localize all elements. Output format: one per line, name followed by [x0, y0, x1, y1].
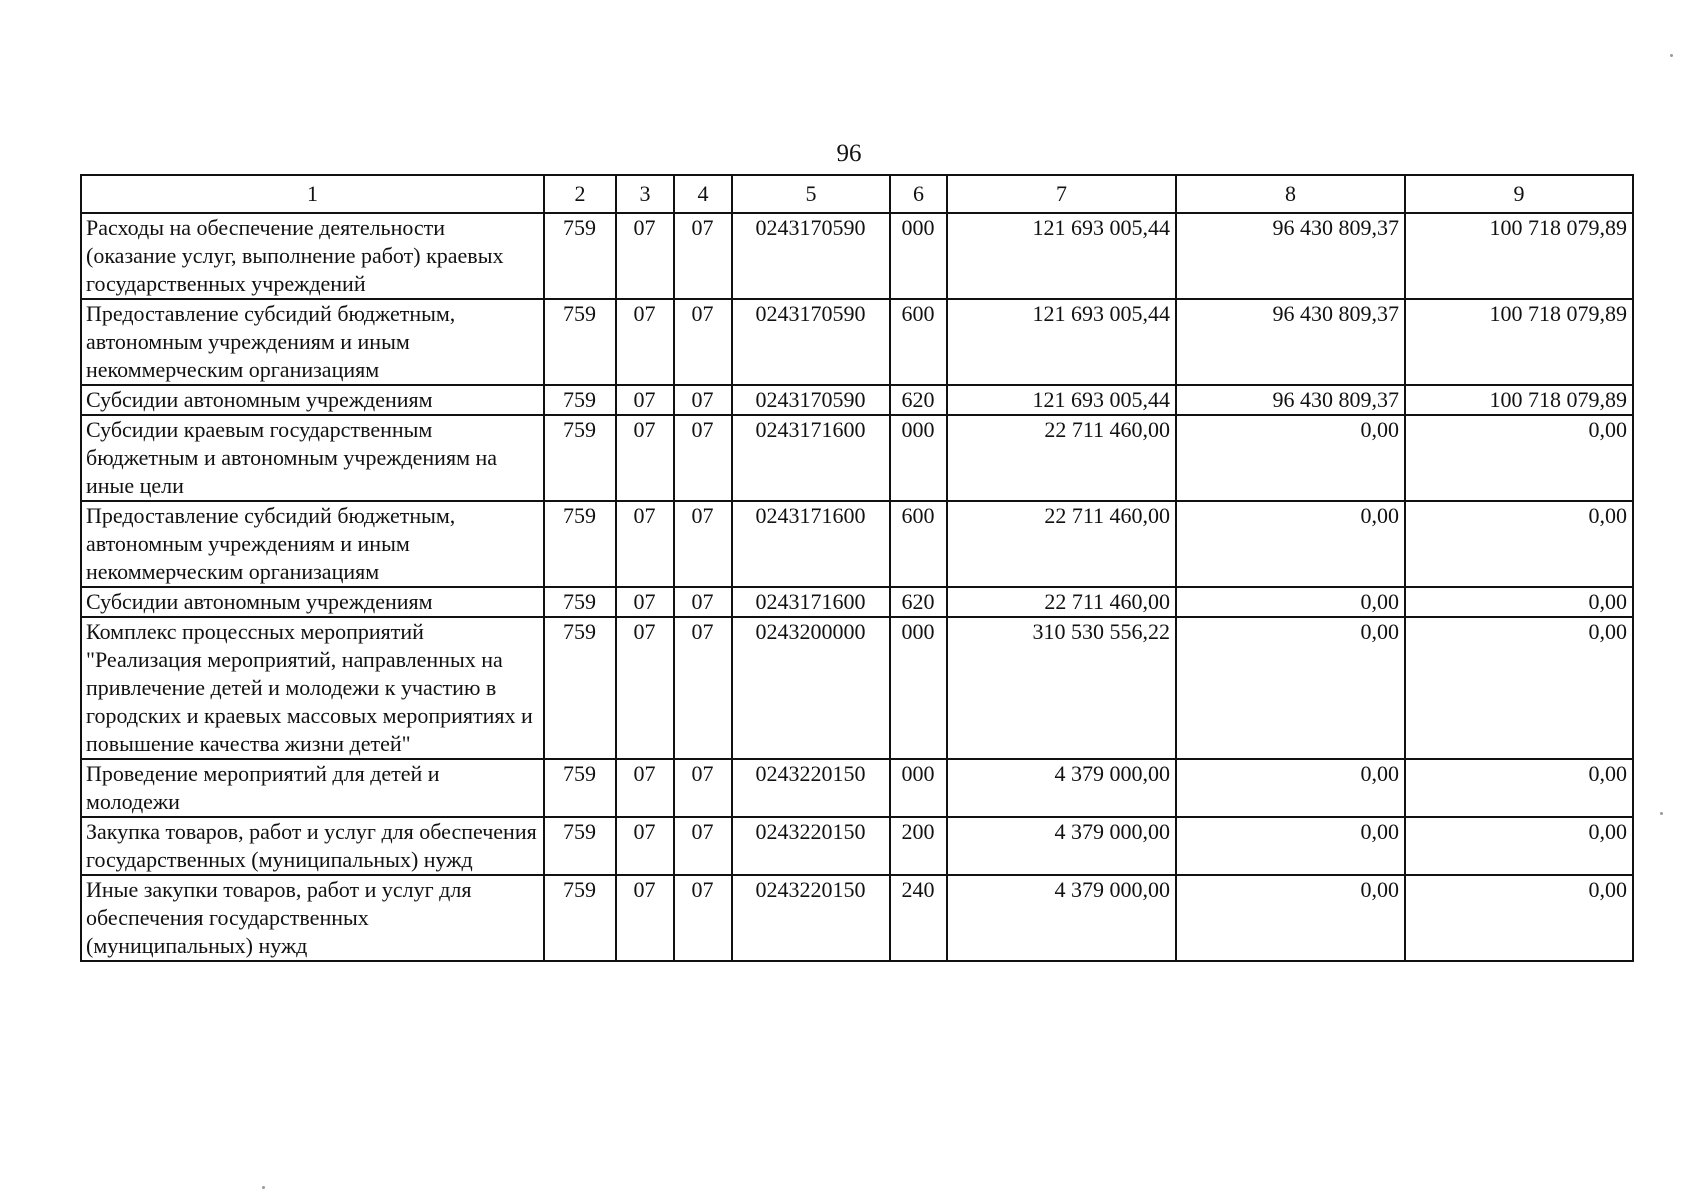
- expense-type-code: 620: [890, 385, 947, 415]
- scan-speck: [262, 1186, 265, 1189]
- section-code: 07: [616, 213, 674, 299]
- header-cell-6: 6: [890, 175, 947, 213]
- header-cell-9: 9: [1405, 175, 1633, 213]
- header-cell-3: 3: [616, 175, 674, 213]
- section-code: 07: [616, 817, 674, 875]
- header-cell-8: 8: [1176, 175, 1405, 213]
- subsection-code: 07: [674, 299, 732, 385]
- target-article-code: 0243170590: [732, 385, 890, 415]
- expense-type-code: 620: [890, 587, 947, 617]
- amount-col9: 0,00: [1405, 587, 1633, 617]
- amount-col7: 22 711 460,00: [947, 587, 1176, 617]
- amount-col8: 0,00: [1176, 817, 1405, 875]
- amount-col8: 96 430 809,37: [1176, 213, 1405, 299]
- ministry-code: 759: [544, 501, 616, 587]
- target-article-code: 0243200000: [732, 617, 890, 759]
- ministry-code: 759: [544, 415, 616, 501]
- expense-name: Комплекс процессных мероприятий "Реализация мероприятий, направленных на привлечение детей и молодежи к участию в городских и краевых массовых мероприятиях и повышение качества жизни детей": [81, 617, 544, 759]
- target-article-code: 0243171600: [732, 501, 890, 587]
- amount-col9: 0,00: [1405, 501, 1633, 587]
- subsection-code: 07: [674, 385, 732, 415]
- expense-type-code: 000: [890, 415, 947, 501]
- amount-col9: 0,00: [1405, 875, 1633, 961]
- table-row: [81, 759, 1633, 817]
- target-article-code: 0243220150: [732, 875, 890, 961]
- target-article-code: 0243170590: [732, 213, 890, 299]
- header-row: [81, 175, 1633, 213]
- expense-type-code: 000: [890, 213, 947, 299]
- section-code: 07: [616, 385, 674, 415]
- target-article-code: 0243170590: [732, 299, 890, 385]
- section-code: 07: [616, 759, 674, 817]
- expense-name: Субсидии краевым государственным бюджетным и автономным учреждениям на иные цели: [81, 415, 544, 501]
- scan-speck: [1660, 812, 1663, 815]
- table-row: [81, 415, 1633, 501]
- target-article-code: 0243171600: [732, 587, 890, 617]
- ministry-code: 759: [544, 385, 616, 415]
- ministry-code: 759: [544, 587, 616, 617]
- header-cell-2: 2: [544, 175, 616, 213]
- ministry-code: 759: [544, 617, 616, 759]
- subsection-code: 07: [674, 587, 732, 617]
- subsection-code: 07: [674, 875, 732, 961]
- table-row: [81, 501, 1633, 587]
- expense-type-code: 240: [890, 875, 947, 961]
- table-row: [81, 587, 1633, 617]
- subsection-code: 07: [674, 617, 732, 759]
- section-code: 07: [616, 875, 674, 961]
- ministry-code: 759: [544, 299, 616, 385]
- amount-col7: 121 693 005,44: [947, 385, 1176, 415]
- subsection-code: 07: [674, 501, 732, 587]
- expense-name: Проведение мероприятий для детей и молодежи: [81, 759, 544, 817]
- amount-col8: 0,00: [1176, 587, 1405, 617]
- amount-col9: 0,00: [1405, 415, 1633, 501]
- subsection-code: 07: [674, 213, 732, 299]
- section-code: 07: [616, 415, 674, 501]
- amount-col7: 4 379 000,00: [947, 759, 1176, 817]
- amount-col7: 4 379 000,00: [947, 817, 1176, 875]
- expense-type-code: 200: [890, 817, 947, 875]
- ministry-code: 759: [544, 875, 616, 961]
- amount-col8: 0,00: [1176, 617, 1405, 759]
- header-cell-1: 1: [81, 175, 544, 213]
- target-article-code: 0243171600: [732, 415, 890, 501]
- header-cell-7: 7: [947, 175, 1176, 213]
- amount-col8: 0,00: [1176, 415, 1405, 501]
- expense-name: Субсидии автономным учреждениям: [81, 587, 544, 617]
- header-cell-5: 5: [732, 175, 890, 213]
- amount-col7: 22 711 460,00: [947, 415, 1176, 501]
- target-article-code: 0243220150: [732, 817, 890, 875]
- amount-col9: 100 718 079,89: [1405, 213, 1633, 299]
- expense-name: Предоставление субсидий бюджетным, автономным учреждениям и иным некоммерческим организациям: [81, 501, 544, 587]
- amount-col7: 121 693 005,44: [947, 213, 1176, 299]
- expense-type-code: 600: [890, 501, 947, 587]
- subsection-code: 07: [674, 817, 732, 875]
- amount-col9: 100 718 079,89: [1405, 299, 1633, 385]
- section-code: 07: [616, 299, 674, 385]
- amount-col8: 96 430 809,37: [1176, 385, 1405, 415]
- table-row: [81, 875, 1633, 961]
- amount-col7: 4 379 000,00: [947, 875, 1176, 961]
- expense-type-code: 000: [890, 617, 947, 759]
- ministry-code: 759: [544, 817, 616, 875]
- budget-table: [80, 174, 1634, 962]
- ministry-code: 759: [544, 213, 616, 299]
- target-article-code: 0243220150: [732, 759, 890, 817]
- expense-name: Закупка товаров, работ и услуг для обеспечения государственных (муниципальных) нужд: [81, 817, 544, 875]
- section-code: 07: [616, 617, 674, 759]
- header-cell-4: 4: [674, 175, 732, 213]
- amount-col9: 100 718 079,89: [1405, 385, 1633, 415]
- amount-col8: 0,00: [1176, 875, 1405, 961]
- expense-name: Субсидии автономным учреждениям: [81, 385, 544, 415]
- expense-type-code: 000: [890, 759, 947, 817]
- amount-col9: 0,00: [1405, 617, 1633, 759]
- amount-col9: 0,00: [1405, 817, 1633, 875]
- amount-col7: 121 693 005,44: [947, 299, 1176, 385]
- section-code: 07: [616, 501, 674, 587]
- expense-name: Расходы на обеспечение деятельности (оказание услуг, выполнение работ) краевых государственных учреждений: [81, 213, 544, 299]
- table-row: [81, 213, 1633, 299]
- scan-speck: [1670, 54, 1673, 57]
- table-row: [81, 817, 1633, 875]
- amount-col8: 0,00: [1176, 501, 1405, 587]
- amount-col9: 0,00: [1405, 759, 1633, 817]
- subsection-code: 07: [674, 759, 732, 817]
- expense-type-code: 600: [890, 299, 947, 385]
- amount-col8: 0,00: [1176, 759, 1405, 817]
- ministry-code: 759: [544, 759, 616, 817]
- expense-name: Иные закупки товаров, работ и услуг для обеспечения государственных (муниципальных) нужд: [81, 875, 544, 961]
- page-number: 96: [836, 140, 862, 167]
- amount-col7: 22 711 460,00: [947, 501, 1176, 587]
- amount-col7: 310 530 556,22: [947, 617, 1176, 759]
- table-row: [81, 385, 1633, 415]
- expense-name: Предоставление субсидий бюджетным, автономным учреждениям и иным некоммерческим организациям: [81, 299, 544, 385]
- amount-col8: 96 430 809,37: [1176, 299, 1405, 385]
- table-row: [81, 617, 1633, 759]
- table-row: [81, 299, 1633, 385]
- section-code: 07: [616, 587, 674, 617]
- subsection-code: 07: [674, 415, 732, 501]
